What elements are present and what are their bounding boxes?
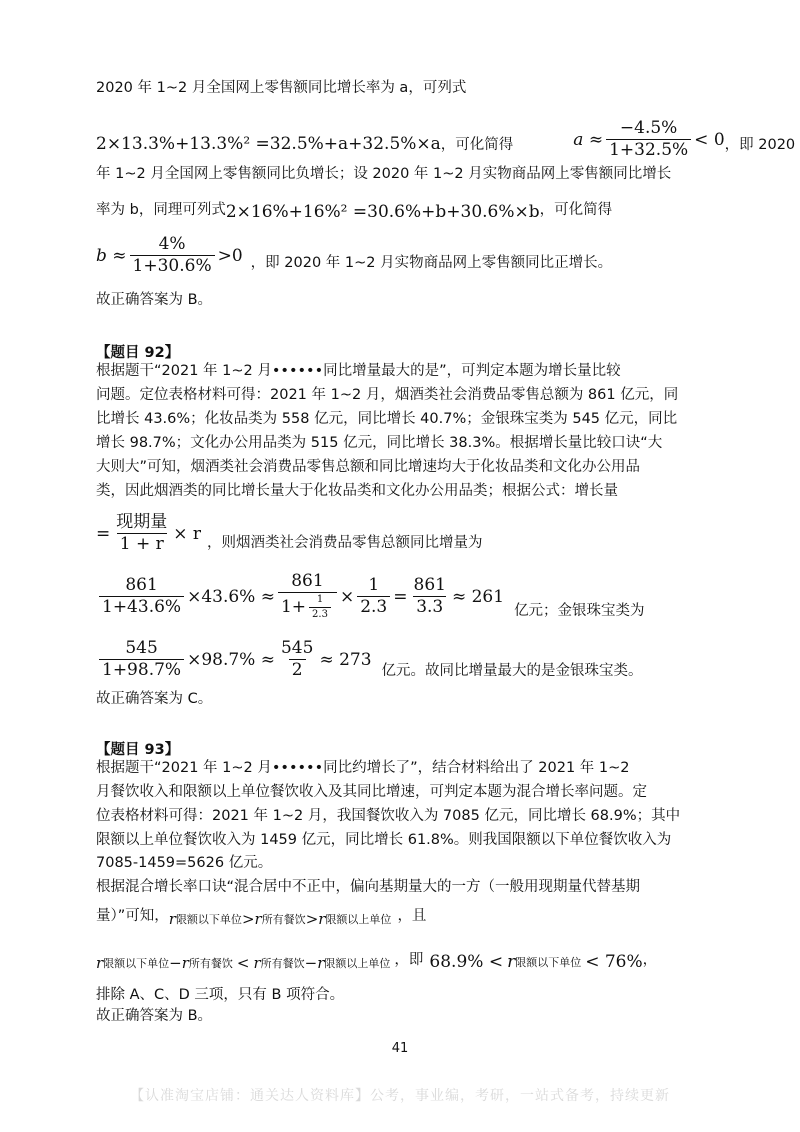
subscript: 限额以下单位 [515, 956, 582, 969]
equation-line [96, 194, 716, 222]
numerator: 1 [316, 594, 324, 605]
greater-than: > [305, 910, 319, 928]
text-line: 故正确答案为 C。 [96, 691, 213, 707]
comparison: < 0 [694, 130, 725, 151]
equation [96, 640, 372, 680]
text-fragment: ，即 [394, 952, 424, 968]
text-line: 月餐饮收入和限额以上单位餐饮收入及其同比增速，可判定本题为混合增长率问题。定 [96, 784, 647, 800]
denominator: 1+30.6% [130, 255, 215, 276]
text-line: 年 1~2 月全国网上零售额同比负增长；设 2020 年 1~2 月实物商品网上零售额同比增长 [96, 166, 672, 182]
numerator: 861 [413, 574, 446, 595]
subscript: 限额以上单位 [325, 913, 392, 926]
text-line: 比增长 43.6%；化妆品类为 558 亿元，同比增长 40.7%；金银珠宝类为 545 亿元，同比 [96, 411, 678, 427]
numerator: 545 [125, 638, 158, 659]
greater-than: > [241, 910, 255, 928]
text-line: 根据题干“2021 年 1~2 月••••••同比约增长了”，结合材料给出了 2021 年 1~2 [96, 760, 630, 776]
denominator: 3.3 [413, 596, 446, 617]
var-r: r [254, 910, 262, 928]
numerator: 545 [280, 638, 314, 659]
denominator-prefix: 1+ [280, 596, 307, 617]
equation [96, 514, 201, 554]
text-line: 限额以上单位餐饮收入为 1459 亿元，同比增长 61.8%。则我国限额以下单位餐饮收入为 [96, 832, 672, 848]
page-number: 41 [391, 1041, 409, 1056]
denominator: 2.3 [357, 596, 390, 617]
var-a: a ≈ [573, 130, 604, 151]
numerator: 861 [125, 574, 158, 595]
denominator: 2.3 [309, 607, 331, 621]
fraction [357, 574, 390, 617]
text-line: 问题。定位表格材料可得：2021 年 1~2 月，烟酒类社会消费品零售总额为 861 亿元，同 [96, 387, 679, 403]
var-r: r [318, 910, 326, 928]
denominator: 1+43.6% [99, 596, 184, 617]
denominator: 1+98.7% [99, 659, 184, 680]
var-r: r [96, 954, 104, 972]
equation-line [96, 942, 716, 972]
inequality [169, 910, 392, 928]
equation-line [96, 116, 796, 161]
var-b: b ≈ [96, 246, 127, 267]
text-line: 类，因此烟酒类的同比增长量大于化妆品类和文化办公用品类；根据公式：增长量 [96, 483, 618, 499]
fraction [606, 120, 691, 160]
equals: = [96, 524, 111, 545]
equation-line [96, 506, 716, 554]
denominator: 1 + r [117, 533, 167, 554]
fraction [113, 514, 170, 554]
var-r: r [507, 952, 516, 972]
equation [573, 120, 724, 160]
text-fragment: ，可化简得 [440, 137, 514, 153]
fraction [411, 574, 449, 617]
fraction [130, 236, 215, 276]
equation [96, 236, 243, 276]
var-r: r [168, 910, 176, 928]
denominator [278, 592, 337, 620]
multiplier: ×43.6% ≈ [187, 586, 275, 607]
text-line: 故正确答案为 B。 [96, 1008, 213, 1024]
minus: − [169, 954, 182, 972]
equation-line [96, 232, 716, 276]
section-heading: 【题目 92】 [96, 345, 180, 361]
text-fragment: 亿元。故同比增量最大的是金银珠宝类。 [381, 663, 643, 679]
text-fragment: ，可化简得 [539, 202, 613, 218]
multiplier: × r [173, 524, 202, 545]
subscript: 所有餐饮 [261, 913, 306, 926]
multiplier: ×98.7% ≈ [187, 650, 275, 671]
subscript: 限额以上单位 [324, 957, 391, 970]
text-fragment: 率为 b，同理可列式 [96, 202, 226, 218]
numerator: 现期量 [116, 512, 168, 533]
lower-bound: 68.9% < [429, 952, 504, 972]
text-line: 7085-1459=5626 亿元。 [96, 855, 273, 871]
numerator: 861 [291, 571, 324, 592]
less-than: < [236, 954, 250, 972]
equation: 2×13.3%+13.3%² =32.5%+a+32.5%×a [96, 134, 441, 154]
text-fragment: ，则烟酒类社会消费品零售总额同比增量为 [207, 535, 483, 551]
text-line: 2020 年 1~2 月全国网上零售额同比增长率为 a，可列式 [96, 80, 467, 96]
section-heading: 【题目 93】 [96, 742, 180, 758]
subscript: 限额以下单位 [175, 913, 242, 926]
fraction [99, 574, 184, 617]
text-fragment: 亿元；金银珠宝类为 [514, 603, 645, 619]
times: × [339, 586, 355, 607]
var-r: r [317, 954, 325, 972]
numerator: 1 [368, 574, 380, 595]
text-line: 大则大”可知，烟酒类社会消费品零售总额和同比增速均大于化妆品类和文化办公用品 [96, 459, 641, 475]
text-line: 故正确答案为 B。 [96, 292, 213, 308]
text-fragment: ， [642, 952, 658, 968]
upper-bound: < 76% [585, 952, 643, 972]
fraction [278, 640, 316, 680]
result: ≈ 261 [451, 586, 505, 607]
text-line: 根据题干“2021 年 1~2 月••••••同比增量最大的是”，可判定本题为增长量比较 [96, 363, 621, 379]
subscript: 所有餐饮 [188, 957, 233, 970]
text-fragment: ，且 [397, 908, 427, 924]
numerator: 4% [158, 234, 186, 255]
subscript: 所有餐饮 [260, 957, 305, 970]
result: ≈ 273 [319, 650, 372, 671]
equation-line [96, 564, 716, 620]
text-fragment: 量）”可知， [96, 908, 169, 924]
text-line: 位表格材料可得：2021 年 1~2 月，我国餐饮收入为 7085 亿元，同比增长 68.9%；其中 [96, 808, 681, 824]
var-r: r [181, 954, 189, 972]
text-line: 根据混合增长率口诀“混合居中不正中，偏向基期量大的一方（一般用现期量代替基期 [96, 879, 641, 895]
text-line: 排除 A、C、D 三项，只有 B 项符合。 [96, 987, 345, 1003]
comparison: >0 [217, 246, 243, 267]
text-fragment: ，即 2020 年 1~2 月实物商品网上零售额同比正增长。 [250, 255, 613, 271]
nested-fraction [309, 595, 331, 620]
subscript: 限额以下单位 [103, 957, 170, 970]
var-r: r [253, 954, 261, 972]
equation: 2×16%+16%² =30.6%+b+30.6%×b [225, 202, 540, 222]
footer-watermark: 【认准淘宝店铺：通关达人资料库】公考，事业编，考研，一站式备考，持续更新 [130, 1088, 670, 1104]
fraction [278, 573, 337, 620]
denominator: 1+32.5% [606, 139, 691, 160]
equals: = [393, 586, 408, 607]
minus: − [304, 954, 318, 972]
inequality [96, 954, 390, 972]
inequality [429, 952, 642, 972]
fraction [99, 640, 184, 680]
denominator: 2 [289, 659, 306, 680]
equation-line [96, 630, 716, 680]
equation-line [96, 900, 716, 928]
numerator: −4.5% [619, 118, 678, 139]
text-line: 增长 98.7%；文化办公用品类为 515 亿元，同比增长 38.3%。根据增长量比较口诀“大 [96, 435, 663, 451]
text-fragment: ，即 2020 [724, 137, 796, 153]
equation [96, 573, 504, 620]
